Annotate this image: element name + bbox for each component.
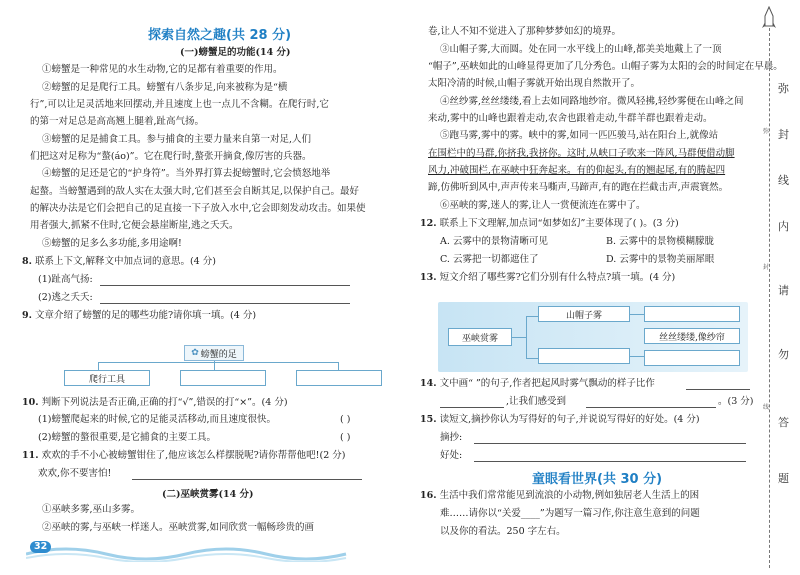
q8-answer-line-1[interactable] (100, 285, 350, 286)
q9-box-1 (64, 370, 150, 386)
binding-char: 封 (778, 128, 789, 141)
q11-number: 11. (22, 450, 39, 461)
q9-center-box (184, 345, 244, 361)
p-line: 来动,雾中的山峰也跟着走动,农舍也跟着走动,牛群羊群也跟着走动。 (428, 113, 713, 124)
q10-item2: (2)螃蟹的螯很重要,是它捕食的主要工具。 (38, 432, 216, 443)
q13-center-label: 巫峡赏雾 (461, 333, 498, 344)
q13-connector (630, 314, 644, 315)
q12-option-c[interactable]: C. 云雾把一切都遮住了 (440, 254, 539, 265)
p-line: ④丝纱雾,丝丝缕缕,看上去如同路地纱帘。微风轻拂,轻纱雾便在山峰之间 (440, 96, 744, 107)
rocket-icon (762, 6, 776, 32)
q10-paren-2[interactable]: ( ) (340, 432, 351, 443)
q10 (22, 397, 288, 409)
p-line: 卷,让人不知不觉进入了那种梦梦如幻的境界。 (428, 26, 622, 37)
q14-number: 14. (420, 378, 437, 389)
q9-connector (98, 362, 338, 363)
p-line: ⑥巫峡的雾,迷人的雾,让人一赏便流连在雾中了。 (440, 200, 646, 211)
q13 (420, 272, 675, 284)
p1-line: 们把这对足称为“螯(áo)”。它在爬行时,螯张开摘食,像厉害的兵器。 (30, 151, 312, 162)
q13-connector (526, 358, 538, 359)
footer-wave (26, 540, 376, 562)
q16-line2: 难……请你以“关爱____”为题写一篇习作,你注意生意到的问题 (440, 508, 700, 519)
q16 (420, 490, 699, 502)
q14-text3: 。(3 分) (718, 396, 754, 407)
p1-line: 起螯。当螃蟹遇到的敌人实在太强大时,它们甚至会自断其足,以保护自己。最好 (30, 186, 360, 197)
p-line: ⑤跑马雾,雾中的雾。峡中的雾,如同一匹匹骏马,站在阳台上,就像站 (440, 130, 719, 141)
binding-char: 弥 (778, 82, 789, 95)
q13-box-right-top[interactable] (644, 306, 740, 322)
p2-line: ①巫峡多雾,巫山多雾。 (42, 504, 141, 515)
q16-number: 16. (420, 490, 437, 501)
q10-text: 判断下列说法是否正确,正确的打“√”,错误的打“×”。(4 分) (41, 397, 288, 408)
p1-line: ⑤螃蟹的足多么多功能,多用途啊! (42, 238, 182, 249)
q15-text: 读短文,摘抄你认为写得好的句子,并说说写得好的好处。(4 分) (439, 414, 700, 425)
p1-line: ②螃蟹的足是爬行工具。螃蟹有八条步足,向来被称为是“横 (42, 82, 288, 93)
q13-center-box (448, 328, 512, 346)
q13-box-right-bottom[interactable] (644, 350, 740, 366)
p1-line: 的第一对足总是高高翘上腿着,趾高气扬。 (30, 116, 205, 127)
q13-box-right-mid (644, 328, 740, 344)
p-line: 风力,冲破围栏,在巫峡中狂奔起来。有的仰起头,有的翘起尾,有的腾起四 (428, 165, 726, 176)
q13-box-top (538, 306, 630, 322)
q9-box1-label: 爬行工具 (88, 374, 125, 385)
q9-text: 文章介绍了螃蟹的足的哪些功能?请你填一填。(4 分) (34, 310, 257, 321)
q10-item1: (1)螃蟹爬起来的时候,它的足能灵活移动,而且速度很快。 (38, 414, 276, 425)
q8-text: 联系上下文,解释文中加点词的意思。(4 分) (34, 256, 216, 267)
q12-number: 12. (420, 218, 437, 229)
p2-line: ②巫峡的雾,与巫峡一样迷人。巫峡赏雾,如同欣赏一幅畅珍贵的画 (42, 522, 315, 533)
p-line: ③山帽子雾,大而圆。处在同一水平线上的山峰,都美美地戴上了一顶 (440, 44, 722, 55)
q9-center-label: 螃蟹的足 (200, 349, 237, 360)
q8-answer-line-2[interactable] (100, 303, 350, 304)
q16-line1: 生活中我们常常能见到流浪的小动物,例如独居老人生活上的困 (439, 490, 700, 501)
binding-char: 题 (778, 472, 789, 485)
q15-benefit-label: 好处: (440, 450, 463, 461)
p-line: “帽子”,巫峡如此的山峰显得更加了几分秀色。山帽子雾为太阳的会的时间定在早晨。 (428, 61, 783, 72)
q8-item2: (2)逃之夭夭: (38, 292, 93, 303)
q9-box-2[interactable] (180, 370, 266, 386)
p1-line: 行”,可以让足灵活地来回摆动,并且速度上也一点儿不含糊。在爬行时,它 (30, 99, 329, 110)
q13-connector (526, 316, 538, 317)
q9-number: 9. (22, 310, 32, 321)
q9-box-3[interactable] (296, 370, 382, 386)
binding-char: 勿 (778, 348, 789, 361)
p1-line: 的解决办法是它们会把自己的足直接一下子放入水中,它会即刻发动攻击。如果使 (30, 203, 366, 214)
q8-item1: (1)趾高气扬: (38, 274, 93, 285)
q13-connector (630, 356, 644, 357)
q12 (420, 218, 679, 230)
q13-text: 短文介绍了哪些雾?它们分别有什么特点?填一填。(4 分) (439, 272, 676, 283)
q16-line3: 以及你的看法。250 字左右。 (440, 526, 566, 537)
q13-connector (512, 337, 526, 338)
q15-benefit-line[interactable] (474, 461, 746, 462)
p-line: 太阳冷清的时候,山帽子雾就开始出现自然散开了。 (428, 78, 641, 89)
binding-line (769, 28, 770, 568)
page-number: 32 (30, 541, 51, 553)
binding-char: 内 (778, 220, 789, 233)
q9-connector (214, 361, 215, 370)
section-title-left: 探索自然之趣(共 28 分) (148, 28, 292, 43)
p1-line: 用者强大,抓紧不住时,它便会悬崖断崖,逃之夭夭。 (30, 220, 239, 231)
q9-connector (338, 362, 339, 370)
q11-answer-line[interactable] (132, 479, 362, 480)
q14-text1: 文中画“ ”的句子,作者把起风时雾气飘动的样子比作 (439, 378, 655, 389)
q15-excerpt-label: 摘抄: (440, 432, 463, 443)
q14-answer-line-1[interactable] (686, 389, 750, 390)
binding-small-2: 封 (763, 264, 770, 271)
q14-answer-line-3[interactable] (586, 407, 716, 408)
q13-box-bottom[interactable] (538, 348, 630, 364)
q14-answer-line-2[interactable] (440, 407, 504, 408)
q13-number: 13. (420, 272, 437, 283)
passage1-title: (一)螃蟹足的功能(14 分) (180, 47, 291, 58)
q13-right-label: 丝丝缕缕,像纱帘 (659, 332, 725, 343)
q8 (22, 256, 216, 268)
q13-connector (526, 316, 527, 358)
q11-text: 欢欢的手不小心被螃蟹钳住了,他应该怎么样摆脱呢?请你帮帮他吧!(2 分) (41, 450, 346, 461)
q12-option-b[interactable]: B. 云雾中的景物模糊朦胧 (606, 236, 715, 247)
q14 (420, 378, 655, 390)
p-line: 在围栏中的马群,你挤我,我挤你。这时,从峡口子吹来一阵风,马群便借动脚 (428, 148, 735, 159)
p1-line: ③螃蟹的足是捕食工具。参与捕食的主要力量来自第一对足,人们 (42, 134, 312, 145)
binding-small-1: 弥 (763, 128, 770, 135)
p1-line: ④螃蟹的足还是它的“护身符”。当外界打算去捉螃蟹时,它会愤怒地举 (42, 168, 331, 179)
q12-option-d[interactable]: D. 云雾中的景物美丽犀眼 (606, 254, 715, 265)
binding-small-3: 线 (763, 404, 770, 411)
q14-text2: ,让我们感受到 (506, 396, 567, 407)
binding-char: 线 (778, 174, 789, 187)
q12-option-a[interactable]: A. 云雾中的景物清晰可见 (440, 236, 548, 247)
q11 (22, 450, 345, 462)
section-title-right: 童眼看世界(共 30 分) (532, 472, 663, 487)
q15-excerpt-line[interactable] (474, 443, 746, 444)
q13-top-label: 山帽子雾 (565, 310, 602, 321)
binding-char: 请 (778, 284, 789, 297)
q11-answer-prefix: 欢欢,你不要害怕! (38, 468, 112, 479)
q9-connector (98, 362, 99, 370)
q15 (420, 414, 700, 426)
q10-number: 10. (22, 397, 39, 408)
q12-text: 联系上下文理解,加点词“如梦如幻”主要体现了( )。(3 分) (439, 218, 679, 229)
p1-line: ①螃蟹是一种常见的水生动物,它的足都有着重要的作用。 (42, 64, 283, 75)
p-line: 蹄,仿佛听到风中,声声传来马嘶声,马蹄声,有的跑在拦截击声,声震寰然。 (428, 182, 729, 193)
q8-number: 8. (22, 256, 32, 267)
q9 (22, 310, 256, 322)
crab-icon: ✿ (191, 348, 199, 358)
binding-char: 答 (778, 416, 789, 429)
q10-paren-1[interactable]: ( ) (340, 414, 351, 425)
passage2-title: (二)巫峡赏雾(14 分) (162, 489, 254, 500)
q15-number: 15. (420, 414, 437, 425)
